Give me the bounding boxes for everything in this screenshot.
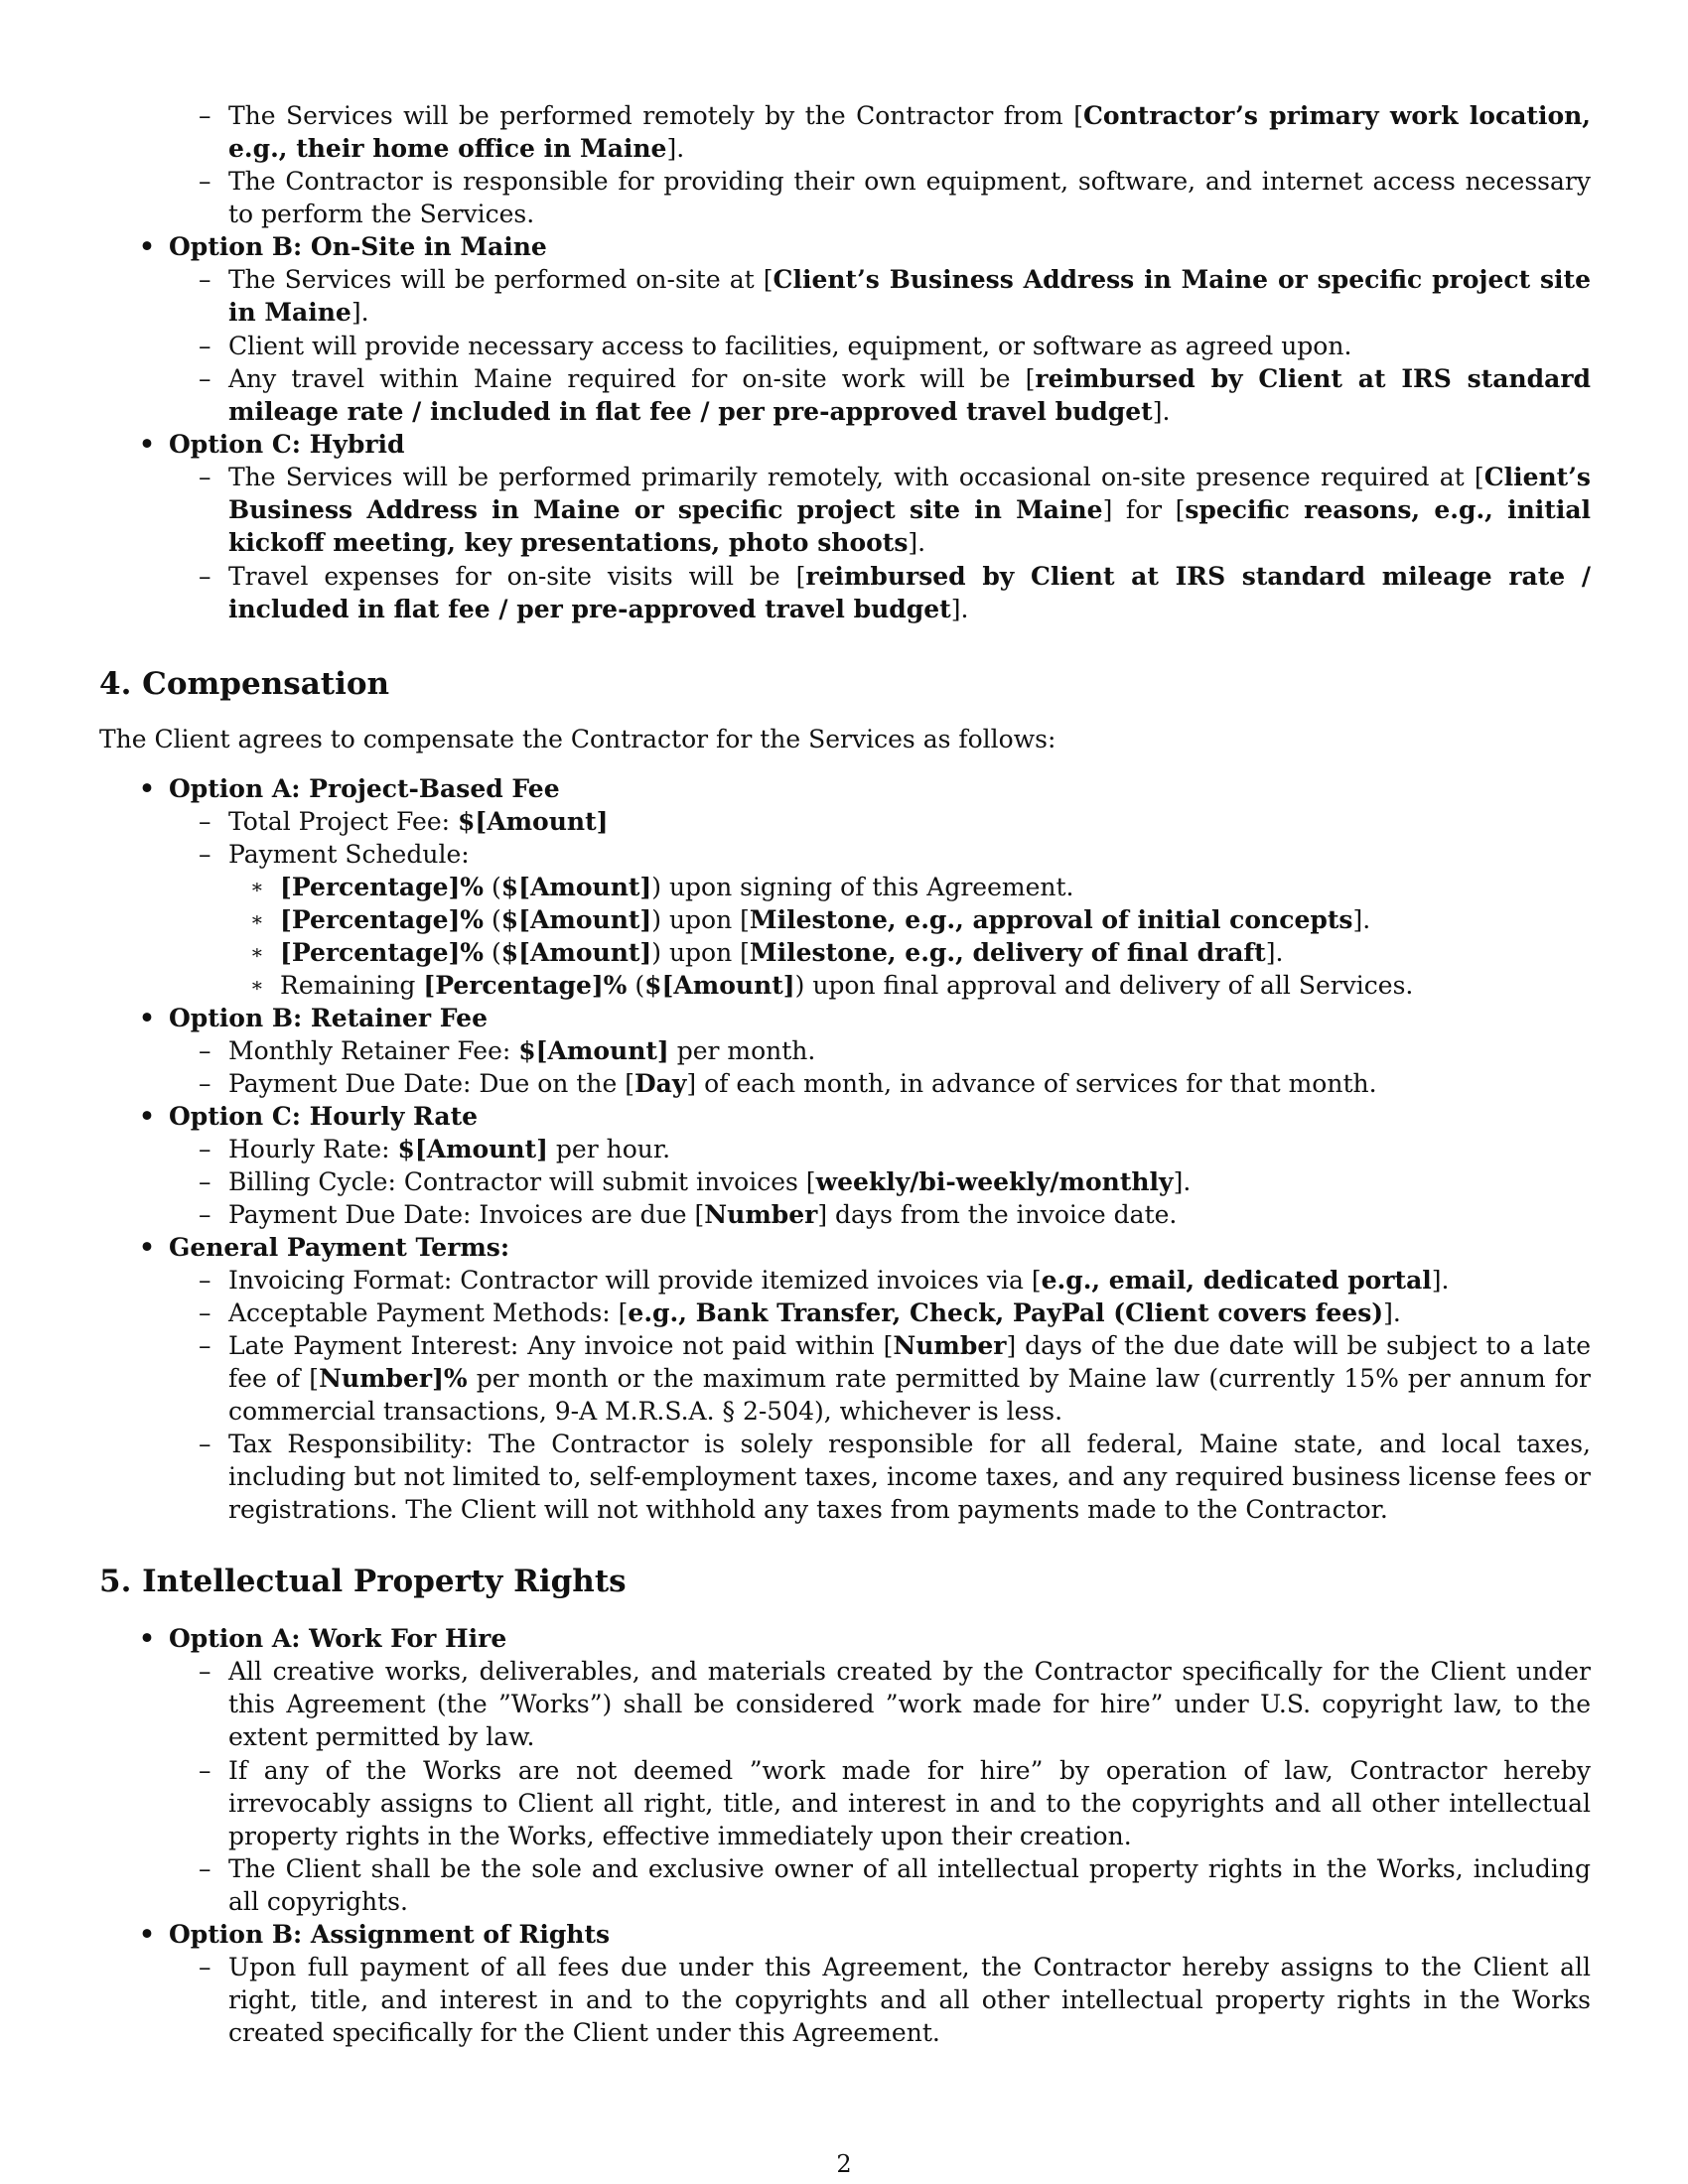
- list-item: – Invoicing Format: Contractor will provide itemized invoices via [e.g., email, dedicated portal].: [199, 1266, 1450, 1295]
- schedule-item: ∗ [Percentage]% ($[Amount]) upon [Milestone, e.g., delivery of final draft].: [250, 938, 1284, 967]
- list-item: – The Services will be performed on-site at [Client’s Business Address in Maine or specific project site in Maine].: [199, 265, 1592, 327]
- list-item: – Billing Cycle: Contractor will submit invoices [weekly/bi-weekly/monthly].: [199, 1167, 1192, 1196]
- option-title: • Option C: Hourly Rate: [139, 1102, 479, 1131]
- list-item: – Any travel within Maine required for on-site work will be [reimbursed by Client at IRS standard mileage rate / included in flat fee / per pre-approved travel budget].: [199, 364, 1591, 426]
- list-item: – The Services will be performed remotely by the Contractor from [Contractor’s primary work location, e.g., their home office in Maine].: [199, 101, 1591, 163]
- list-item: – Total Project Fee: $[Amount]: [199, 807, 609, 836]
- option-title: • Option B: Assignment of Rights: [139, 1920, 611, 1949]
- list-item: – The Services will be performed primarily remotely, with occasional on-site presence required at [Client’s Business Address in Maine or specific project site in Maine] for [specific reasons, e.g., initial kickoff meeting, key presentations, photo shoots].: [199, 463, 1592, 557]
- list-item: – Upon full payment of all fees due under this Agreement, the Contractor hereby assigns to the Client all right, title, and interest in and to the copyrights and all other intellectual property rights in the Works created specifically for the Client under this Agreement.: [199, 1953, 1591, 2047]
- option-title: • General Payment Terms:: [139, 1233, 510, 1262]
- option-title: • Option C: Hybrid: [139, 430, 405, 459]
- list-item: – Client will provide necessary access to facilities, equipment, or software as agreed upon.: [199, 332, 1352, 360]
- schedule-item: ∗ [Percentage]% ($[Amount]) upon [Milestone, e.g., approval of initial concepts].: [250, 905, 1371, 934]
- list-item: – Payment Due Date: Due on the [Day] of each month, in advance of services for that month.: [199, 1069, 1377, 1098]
- option-title: • Option B: Retainer Fee: [139, 1004, 488, 1032]
- list-item: – If any of the Works are not deemed ”work made for hire” by operation of law, Contractor hereby irrevocably assigns to Client all right, title, and interest in and to the copyrights and all other intellectual property rights in the Works, effective immediately upon their creation.: [199, 1756, 1591, 1850]
- list-item: – Payment Due Date: Invoices are due [Number] days from the invoice date.: [199, 1200, 1178, 1229]
- schedule-item: ∗ [Percentage]% ($[Amount]) upon signing of this Agreement.: [250, 873, 1074, 901]
- list-item: – Payment Schedule:: [199, 840, 470, 869]
- option-title: • Option A: Work For Hire: [139, 1624, 507, 1653]
- section-intro: The Client agrees to compensate the Contractor for the Services as follows:: [99, 725, 1056, 753]
- list-item: – Tax Responsibility: The Contractor is solely responsible for all federal, Maine state, and local taxes, including but not limited to, self-employment taxes, income taxes, and any required business license fees or registrations. The Client will not withhold any taxes from payments made to the Contractor.: [199, 1430, 1591, 1524]
- option-title: • Option A: Project-Based Fee: [139, 774, 560, 803]
- list-item: – Hourly Rate: $[Amount] per hour.: [199, 1135, 671, 1163]
- section-heading-compensation: 4. Compensation: [99, 666, 390, 702]
- list-item: – Acceptable Payment Methods: [e.g., Bank Transfer, Check, PayPal (Client covers fees)].: [199, 1298, 1401, 1327]
- section-heading-ip: 5. Intellectual Property Rights: [99, 1564, 627, 1599]
- list-item: – Travel expenses for on-site visits will be [reimbursed by Client at IRS standard mileage rate / included in flat fee / per pre-approved travel budget].: [199, 562, 1592, 623]
- list-item: – The Client shall be the sole and exclusive owner of all intellectual property rights in the Works, including all copyrights.: [199, 1854, 1591, 1916]
- list-item: – The Contractor is responsible for providing their own equipment, software, and internet access necessary to perform the Services.: [199, 167, 1591, 228]
- schedule-item: ∗ Remaining [Percentage]% ($[Amount]) upon final approval and delivery of all Services.: [250, 971, 1414, 1000]
- list-item: – All creative works, deliverables, and materials created by the Contractor specifically for the Client under this Agreement (the ”Works”) shall be considered ”work made for hire” under U.S. copyright law, to the extent permitted by law.: [199, 1657, 1591, 1751]
- option-title: • Option B: On-Site in Maine: [139, 232, 547, 261]
- list-item: – Monthly Retainer Fee: $[Amount] per month.: [199, 1036, 816, 1065]
- page-number: 2: [836, 2150, 852, 2178]
- list-item: – Late Payment Interest: Any invoice not paid within [Number] days of the due date will be subject to a late fee of [Number]% per month or the maximum rate permitted by Maine law (currently 15% per annum for commercial transactions, 9-A M.R.S.A. § 2-504), whichever is less.: [199, 1331, 1592, 1426]
